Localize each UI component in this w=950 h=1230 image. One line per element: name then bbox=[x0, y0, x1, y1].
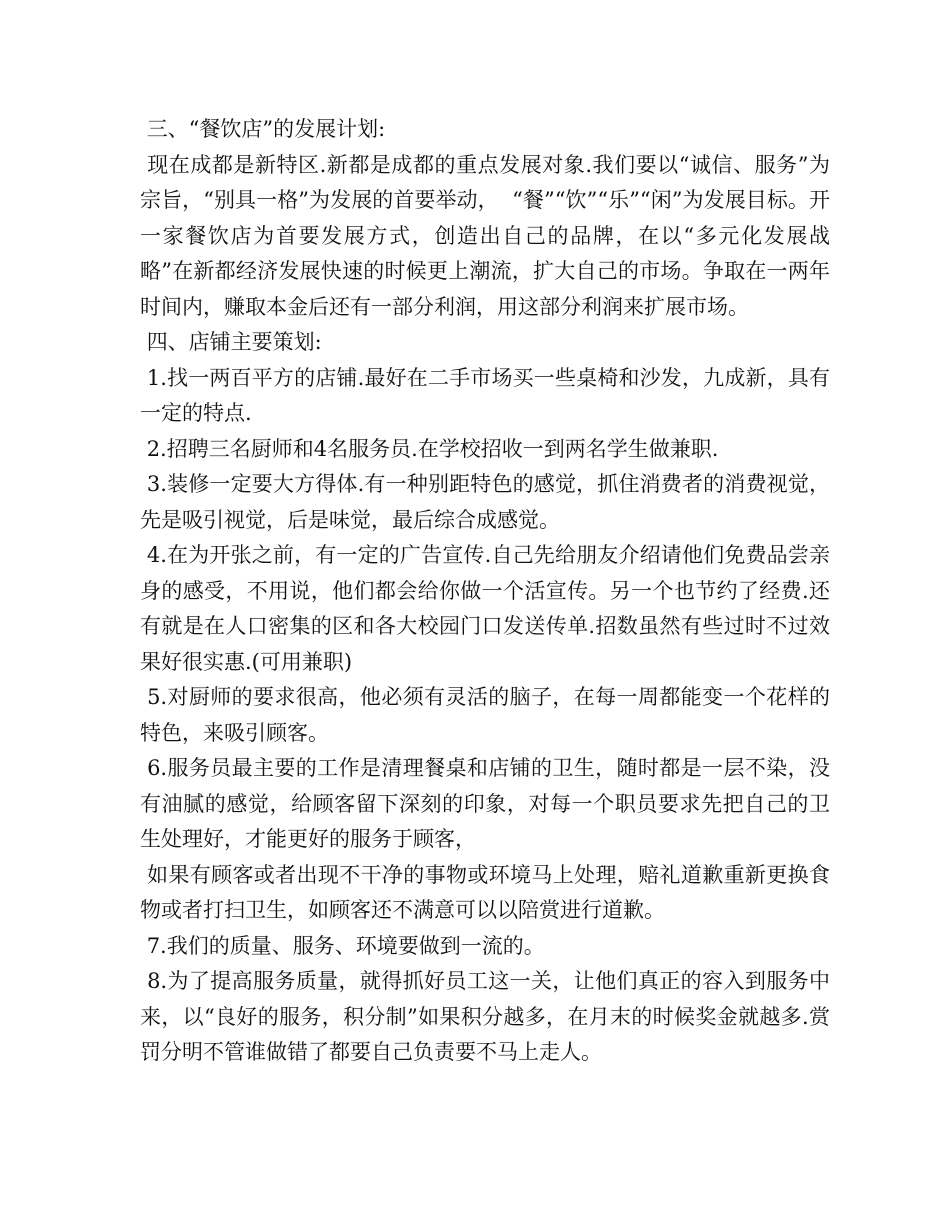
list-item-1: 1.找一两百平方的店铺.最好在二手市场买一些桌椅和沙发，九成新，具有一定的特点. bbox=[140, 365, 830, 425]
document-body bbox=[140, 112, 830, 1071]
paragraph-development-plan: 现在成都是新特区.新都是成都的重点发展对象.我们要以“诚信、服务”为宗旨，“别具一格”为发展的首要举动， “餐”“饮”“乐”“闲”为发展目标。开一家餐饮店为首要发展方式，创造出自己的品牌，在以“多元化发展战略”在新都经济发展快速的时候更上潮流，扩大自己的市场。争取在一两年时间内，赚取本金后还有一部分利润，用这部分利润来扩展市场。 bbox=[140, 152, 830, 319]
list-item-3: 3.装修一定要大方得体.有一种别距特色的感觉，抓住消费者的消费视觉，先是吸引视觉，后是味觉，最后综合成感觉。 bbox=[140, 472, 830, 532]
list-item-4: 4.在为开张之前，有一定的广告宣传.自己先给朋友介绍请他们免费品尝亲身的感受，不用说，他们都会给你做一个活宣传。另一个也节约了经费.还有就是在人口密集的区和各大校园门口发送传单.招数虽然有些过时不过效果好很实惠.(可用兼职) bbox=[140, 543, 830, 674]
list-item-6: 6.服务员最主要的工作是清理餐桌和店铺的卫生，随时都是一层不染，没有油腻的感觉，给顾客留下深刻的印象，对每一个职员要求先把自己的卫生处理好，才能更好的服务于顾客， bbox=[140, 756, 830, 851]
list-item-8: 8.为了提高服务质量，就得抓好员工这一关，让他们真正的容入到服务中来，以“良好的服务，积分制”如果积分越多，在月末的时候奖金就越多.赏罚分明不管谁做错了都要自己负责要不马上走人。 bbox=[140, 969, 830, 1064]
section-heading-store-planning: 四、店铺主要策划: bbox=[140, 330, 322, 354]
list-item-5: 5.对厨师的要求很高，他必须有灵活的脑子，在每一周都能变一个花样的特色，来吸引顾客。 bbox=[140, 685, 830, 745]
list-item-6-continued: 如果有顾客或者出现不干净的事物或环境马上处理，赔礼道歉重新更换食物或者打扫卫生，如顾客还不满意可以以陪赏进行道歉。 bbox=[140, 862, 830, 922]
list-item-7: 7.我们的质量、服务、环境要做到一流的。 bbox=[140, 933, 545, 958]
section-heading-development-plan: 三、“餐饮店”的发展计划: bbox=[140, 117, 386, 141]
list-item-2: 2.招聘三名厨师和4名服务员.在学校招收一到两名学生做兼职. bbox=[140, 436, 719, 461]
